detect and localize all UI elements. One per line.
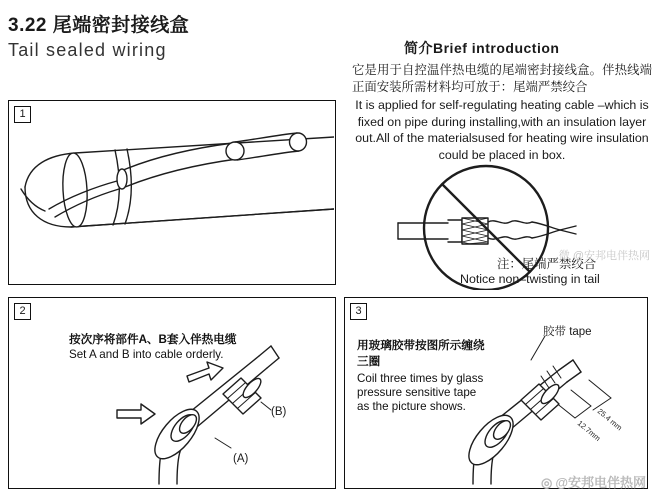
prohibition-note-cn: 注：尾端严禁绞合	[497, 257, 597, 271]
brief-introduction-heading: 简介Brief introduction	[404, 40, 560, 56]
panel-3-caption-en: Coil three times by glass pressure sensitive tape as the picture shows.	[357, 372, 484, 413]
panel-1-drawing	[9, 101, 334, 283]
panel-2-caption-en: Set A and B into cable orderly.	[69, 347, 224, 361]
panel-3-drawing	[345, 298, 646, 487]
page-title-cn: 3.22 尾端密封接线盒	[8, 15, 190, 36]
figure-panel-2	[8, 297, 336, 489]
brief-introduction-body	[352, 62, 652, 163]
panel-3-tape-label: 胶带 tape	[543, 326, 592, 338]
watermark-bottom-text: @安邦电伴热网	[555, 475, 646, 490]
brief-text-en: It is applied for self-regulating heating cable –which is fixed on pipe during installing,with an insulation layer out.All of the materialsused for heating wire insulation could be placed in box.	[355, 98, 649, 162]
panel-2-label-b: (B)	[271, 406, 287, 418]
figure-panel-3	[344, 297, 648, 489]
weibo-icon: ◎	[540, 475, 553, 490]
panel-2-drawing	[9, 298, 334, 487]
panel-2-caption-cn: 按次序将部件A、B套入伴热电缆	[69, 333, 237, 346]
panel-3-number: 3	[350, 303, 367, 320]
panel-3-caption-cn: 用玻璃胶带按图所示缠绕三圈	[357, 339, 485, 368]
page-title-en: Tail sealed wiring	[8, 40, 167, 60]
panel-3-dim-1: 12.7mm	[575, 418, 603, 443]
panel-2-label-a: (A)	[233, 453, 249, 465]
brief-text-cn: 它是用于自控温伴热电缆的尾端密封接线盒。伴热线端正面安装所需材料均可放于：尾端严禁绞合	[352, 63, 652, 94]
panel-1-number: 1	[14, 106, 31, 123]
watermark-top: 微 @安邦电伴热网	[558, 250, 650, 262]
watermark-bottom	[541, 472, 646, 491]
prohibition-note-en: Notice non–twisting in tail	[460, 272, 600, 286]
panel-3-dim-2: 25.4 mm	[595, 406, 624, 433]
panel-2-number: 2	[14, 303, 31, 320]
figure-panel-1	[8, 100, 336, 285]
